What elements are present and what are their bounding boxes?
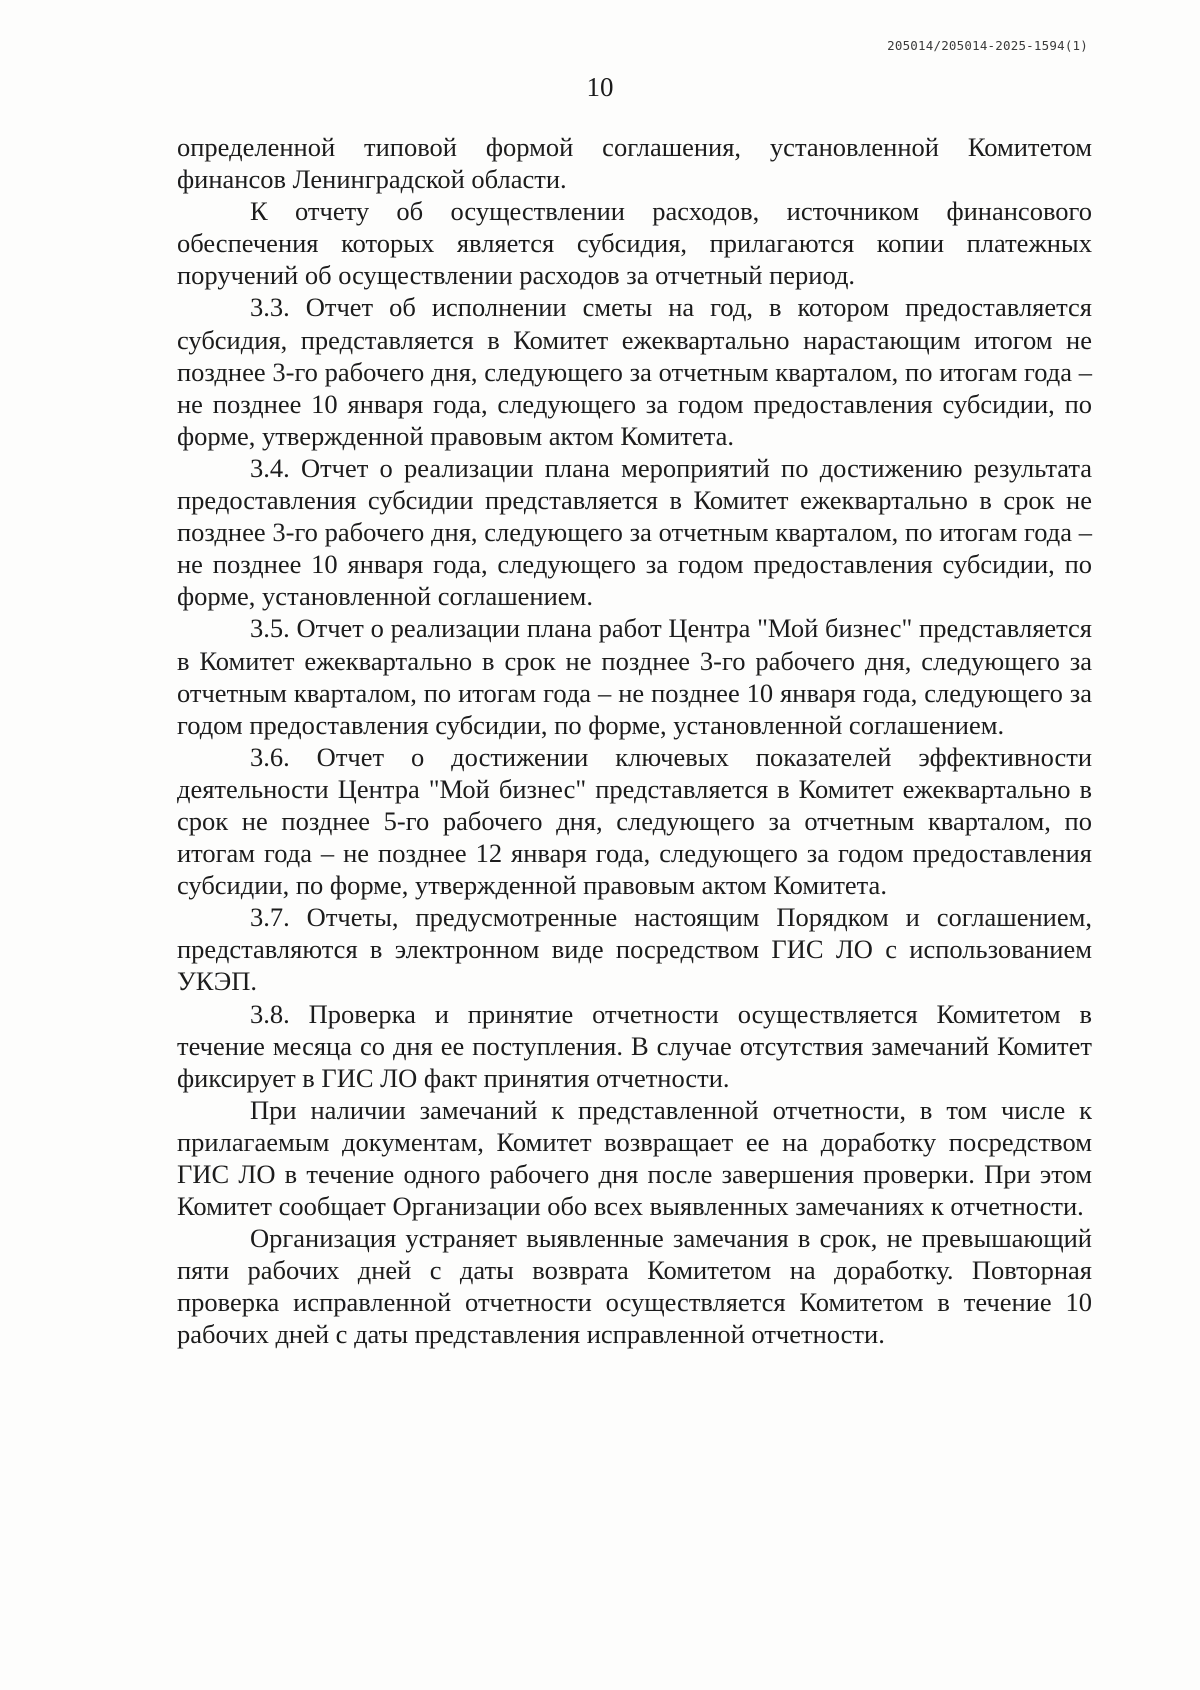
paragraph-3-4: 3.4. Отчет о реализации плана мероприятий по достижению результата предоставления субсидии представляется в Комитет ежеквартально в срок не позднее 3-го рабочего дня, следующего за отчетным кварталом, по итогам года – не позднее 10 января года, следующего за годом предоставления субсидии, по форме, установленной соглашением. [177,452,1092,612]
paragraph-3-7: 3.7. Отчеты, предусмотренные настоящим Порядком и соглашением, представляются в электронном виде посредством ГИС ЛО с использованием УКЭП. [177,902,1092,997]
paragraph-3-8: 3.8. Проверка и принятие отчетности осуществляется Комитетом в течение месяца со дня ее поступления. В случае отсутствия замечаний Комитет фиксирует в ГИС ЛО факт принятия отчетности. [177,998,1092,1093]
paragraph-3-6: 3.6. Отчет о достижении ключевых показателей эффективности деятельности Центра "Мой бизнес" представляется в Комитет ежеквартально в срок не позднее 5-го рабочего дня, следующего за отчетным кварталом, по итогам года – не позднее 12 января года, следующего за годом предоставления субсидии, по форме, утвержденной правовым актом Комитета. [177,741,1092,901]
document-body [177,131,1092,1351]
paragraph-expense-report-attachments: К отчету об осуществлении расходов, источником финансового обеспечения которых является субсидия, прилагаются копии платежных поручений об осуществлении расходов за отчетный период. [177,196,1092,291]
paragraph-remarks-correction: Организация устраняет выявленные замечания в срок, не превышающий пяти рабочих дней с даты возврата Комитетом на доработку. Повторная проверка исправленной отчетности осуществляется Комитетом в течение 10 рабочих дней с даты представления исправленной отчетности. [177,1223,1092,1350]
page-number: 10 [586,72,614,102]
document-id: 205014/205014-2025-1594(1) [887,38,1088,53]
paragraph-3-5: 3.5. Отчет о реализации плана работ Центра "Мой бизнес" представляется в Комитет ежеквартально в срок не позднее 3-го рабочего дня, следующего за отчетным кварталом, по итогам года – не позднее 10 января года, следующего за годом предоставления субсидии, по форме, установленной соглашением. [177,613,1092,740]
paragraph-remarks-return: При наличии замечаний к представленной отчетности, в том числе к прилагаемым документам, Комитет возвращает ее на доработку посредством ГИС ЛО в течение одного рабочего дня после завершения проверки. При этом Комитет сообщает Организации обо всех выявленных замечаниях к отчетности. [177,1094,1092,1222]
paragraph-continuation: определенной типовой формой соглашения, установленной Комитетом финансов Ленинградской области. [177,132,1092,195]
paragraph-3-3: 3.3. Отчет об исполнении сметы на год, в котором предоставляется субсидия, представляется в Комитет ежеквартально нарастающим итогом не позднее 3-го рабочего дня, следующего за отчетным кварталом, по итогам года – не позднее 10 января года, следующего за годом предоставления субсидии, по форме, утвержденной правовым актом Комитета. [177,292,1092,451]
